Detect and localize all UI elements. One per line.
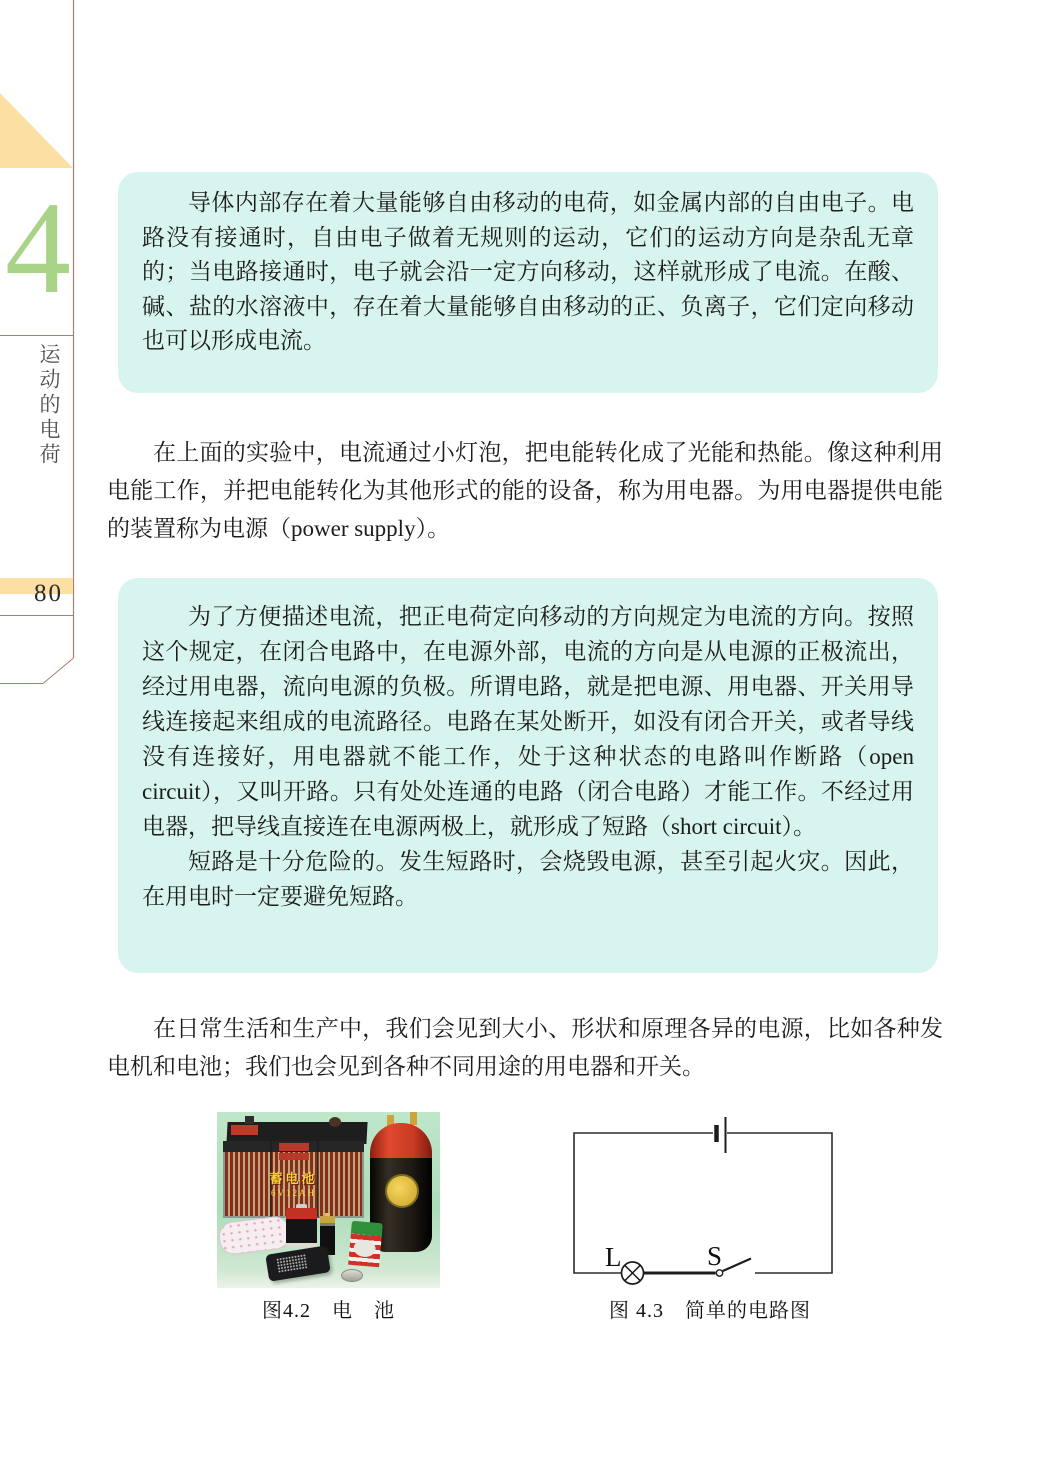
flat-battery-pack [217,1215,291,1256]
lead-acid-red-label [231,1125,258,1135]
paragraph-daily-life: 在日常生活和生产中，我们会见到大小、形状和原理各异的电源，比如各种发电机和电池；我们也会见到各种不同用途的用电器和开关。 [107,1016,943,1079]
battery-photo [217,1112,440,1288]
d-cell-cap [286,1208,317,1219]
info-box-2-text-1: 为了方便描述电流，把正电荷定向移动的方向规定为电流的方向。按照这个规定，在闭合电路中，在电源外部，电流的方向是从电源的正极流出，经过用电器，流向电源的负极。所谓电路，就是把电源、用电器、开关用导线连接起来组成的电流路径。电路在某处断开，如没有闭合开关，或者导线没有连接好，用电器就不能工作，处于这种状态的电路叫作断路（open circuit），又叫开路。只有处处连通的电路（闭合电路）才能工作。不经过用电器，把导线直接连在电源两极上，就形成了短路（short circuit）。 [142,604,914,839]
lead-acid-terminal [245,1116,254,1124]
lead-acid-red-sticker [279,1143,309,1151]
d-cell-battery [286,1219,317,1243]
corner-triangle [0,93,73,168]
figure-caption-circuit: 图 4.3 简单的电路图 [609,1300,811,1322]
circuit-diagram [560,1100,860,1290]
info-box-2-text-2: 短路是十分危险的。发生短路时，会烧毁电源，甚至引起火灾。因此，在用电时一定要避免短路。 [142,849,914,909]
striped-battery [348,1221,383,1268]
lead-acid-red-sticker [279,1153,309,1160]
globe-emblem [385,1174,419,1208]
switch-blade [723,1259,751,1272]
info-box-free-charges [118,172,938,393]
sidebar-bevel-corner [0,658,74,684]
button-cell-battery [341,1269,363,1282]
info-box-1-text: 导体内部存在着大量能够自由移动的电荷，如金属内部的自由电子。电路没有接通时，自由电子做着无规则的运动，它们的运动方向是杂乱无章的；当电路接通时，电子就会沿一定方向移动，这样就形成了电流。在酸、碱、盐的水溶液中，存在着大量能够自由移动的正、负离子，它们定向移动也可以形成电流。 [142,190,914,353]
phone-battery [265,1245,330,1281]
wire-right-loop [727,1133,832,1273]
paragraph-power-supply: 在上面的实验中，电流通过小灯泡，把电能转化成了光能和热能。像这种利用电能工作，并把电能转化为其他形式的能的设备，称为用电器。为用电器提供电能的装置称为电源（power supply）。 [107,440,943,541]
wire-left-loop [574,1133,713,1273]
cylinder-battery-terminal [410,1112,417,1125]
lamp-label: L [605,1242,622,1272]
d-cell-base [286,1243,317,1247]
page-number: 80 [34,580,63,607]
chapter-number: 4 [5,174,71,321]
figure-caption-battery: 图4.2 电 池 [262,1300,395,1322]
chapter-title-vertical: 运动的电荷 [37,343,61,468]
lead-acid-terminal [329,1117,341,1127]
aa-battery-cap [320,1216,335,1223]
cylinder-battery-red-top [370,1123,432,1161]
info-box-current-direction [118,578,938,973]
lead-acid-label-text: 蓄电池 [269,1171,318,1186]
switch-label: S [707,1241,723,1271]
lead-acid-spec-text: 6V12AH [271,1188,316,1198]
phone-battery-label [276,1254,308,1274]
